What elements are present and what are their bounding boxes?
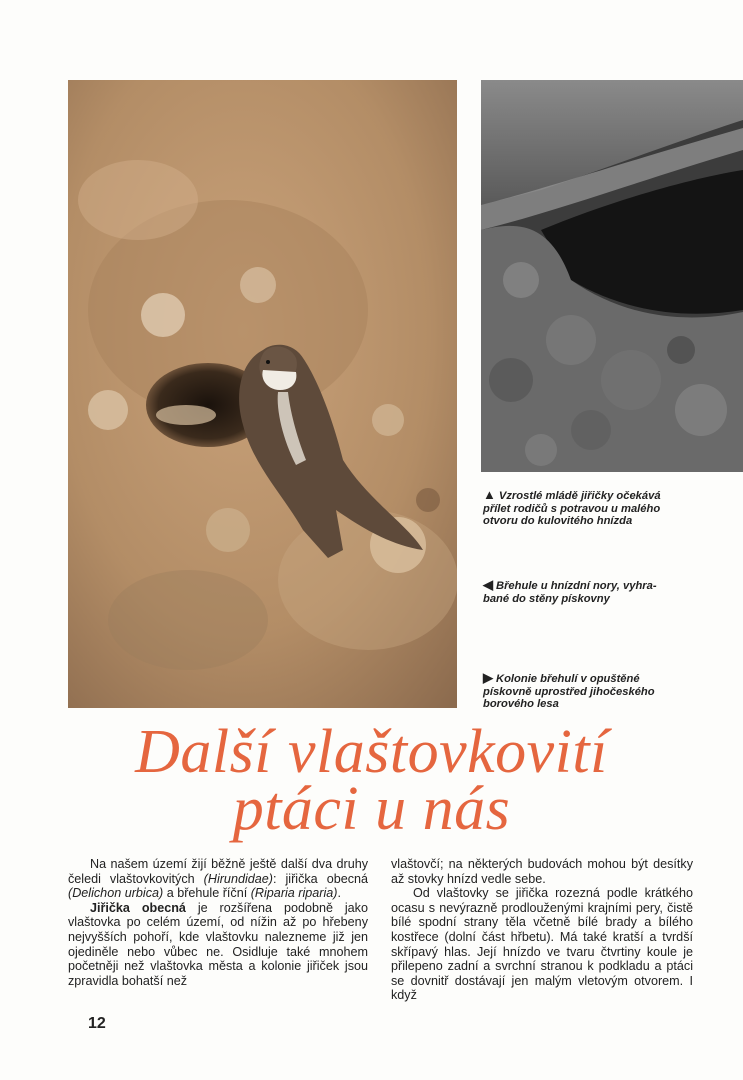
paragraph-house-martin: Jiřička obecná je rozšířena podobně jako vlaštovka po celém území, od nížin až po hřebeny nejvyšších pohoří, kde vlaštovku nalezneme již jen ojediněle nebo vůbec ne. Osidluje také mnohem početněji než vlaštovka města a kolonie jiřiček jsou zpravidla bohatší než	[68, 900, 368, 988]
article-title-line-2: ptáci u nás	[232, 775, 511, 843]
photo-caption-2: ◀ Břehule u hnízdní nory, vyhra- bané do stěny pískovny	[483, 577, 657, 605]
triangle-right-icon: ▶	[483, 670, 493, 685]
paragraph-identification: Od vlaštovky se jiřička rozezná podle krátkého ocasu s nevýrazně prodlouženými krajními pery, čistě bílé spodní strany těla včetně bílé brady a bílého kostřece (dolní část hřbetu). Má také kratší a tvrdší skřípavý hlas. Její hnízdo ve tvaru čtvrtiny koule je přilepeno zadní a svrchní stranou k podkladu a ptáci se dovnitř dostávají jen malým vletovým otvorem. I když	[391, 886, 693, 1003]
article-title	[0, 718, 743, 843]
triangle-left-icon: ◀	[483, 577, 493, 592]
body-column-left	[68, 857, 368, 988]
photo-caption-3: ▶ Kolonie břehulí v opuštěné pískovně uprostřed jihočeského borového lesa	[483, 670, 655, 710]
page-number: 12	[88, 1015, 106, 1032]
paragraph-intro: Na našem území žijí běžně ještě další dva druhy čeledi vlaštovkovitých (Hirundidae): jiřička obecná (Delichon urbica) a břehule říční (Riparia riparia).	[68, 857, 369, 901]
sand-martin-photo	[68, 80, 457, 708]
triangle-up-icon: ▲	[483, 487, 496, 502]
article-title-line-1: Další vlaštovkovití	[135, 718, 608, 786]
body-column-right	[391, 857, 693, 1003]
photo-caption-1: ▲ Vzrostlé mládě jiřičky očekává přílet rodičů s potravou u malého otvoru do kulovitého hnízda	[483, 487, 661, 527]
house-martin-nest-photo	[481, 80, 743, 472]
paragraph-continued: vlaštovčí; na některých budovách mohou být desítky až stovky hnízd vedle sebe.	[391, 857, 693, 886]
